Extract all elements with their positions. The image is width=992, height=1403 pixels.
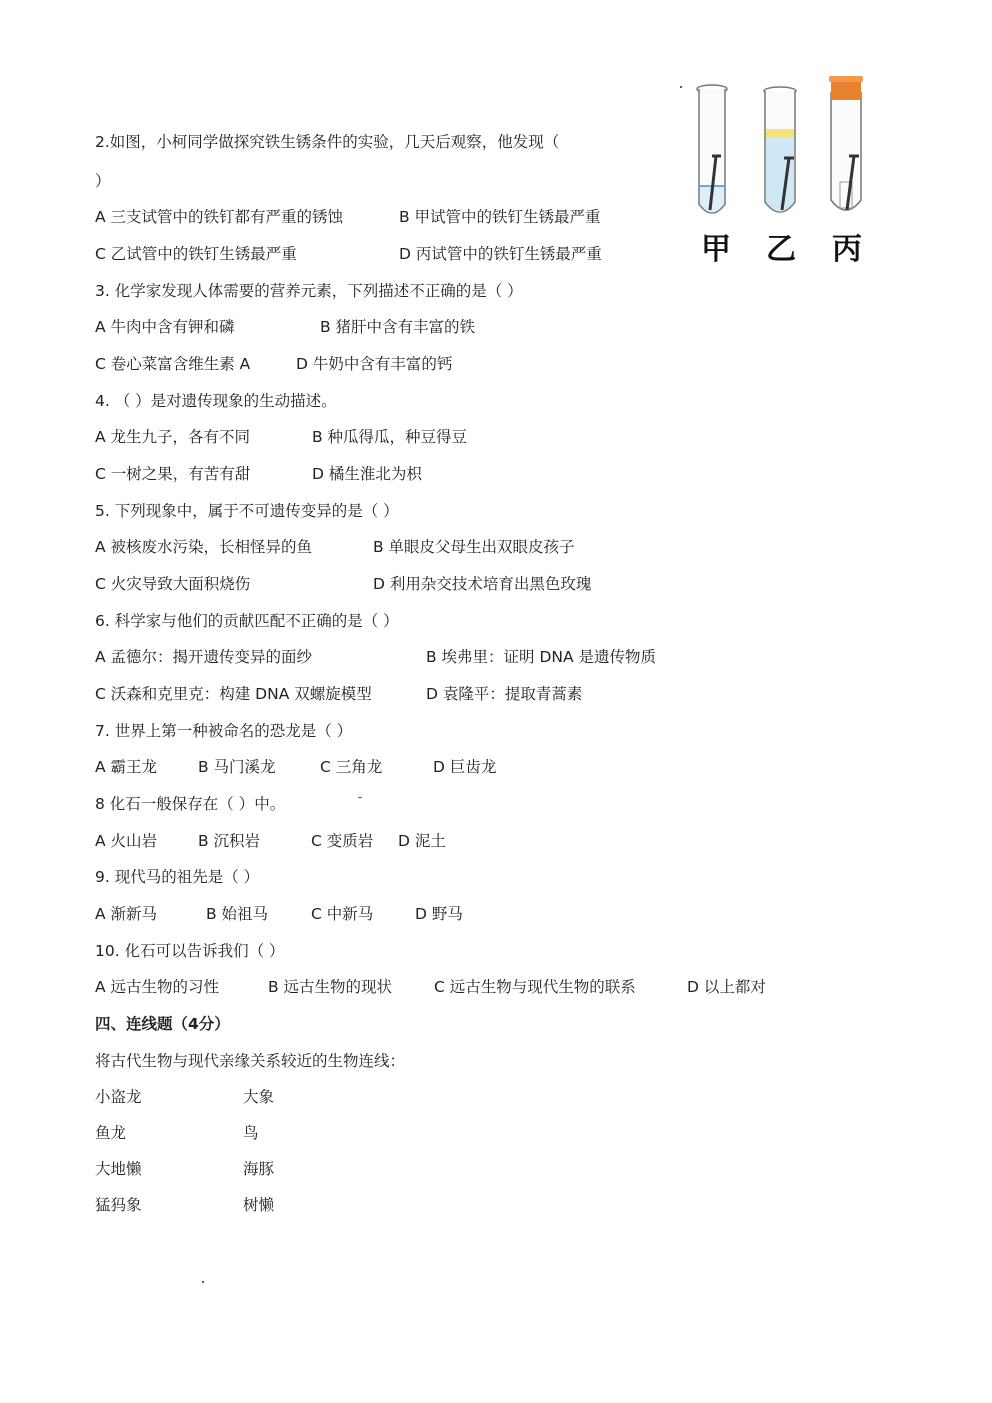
speck-mark [680, 86, 682, 88]
q2-option-c: C 乙试管中的铁钉生锈最严重 [95, 245, 297, 263]
q8-option-d: D 泥土 [398, 832, 446, 850]
q8-option-a: A 火山岩 [95, 832, 158, 850]
q9-stem: 9. 现代马的祖先是（ ） [95, 868, 260, 886]
q8-option-b: B 沉积岩 [198, 832, 261, 850]
match-right-item: 鸟 [243, 1124, 259, 1142]
q9-option-b: B 始祖马 [206, 905, 269, 923]
q9-option-c: C 中新马 [311, 905, 374, 923]
q6-option-d: D 袁隆平：提取青蒿素 [426, 685, 583, 703]
speck-mark [358, 797, 362, 798]
q10-option-c: C 远古生物与现代生物的联系 [434, 978, 636, 996]
q3-stem: 3. 化学家发现人体需要的营养元素，下列描述不正确的是（ ） [95, 282, 523, 300]
tube-label-bing: 丙 [832, 232, 862, 267]
q6-option-c: C 沃森和克里克：构建 DNA 双螺旋模型 [95, 685, 372, 703]
q8-stem: 8 化石一般保存在（ ）中。 [95, 795, 286, 813]
tube-jia [697, 85, 727, 213]
q5-stem: 5. 下列现象中，属于不可遗传变异的是（ ） [95, 502, 399, 520]
speck-mark [202, 1281, 204, 1283]
q9-option-d: D 野马 [415, 905, 463, 923]
q2-option-a: A 三支试管中的铁钉都有严重的锈蚀 [95, 208, 344, 226]
tube-bing [829, 76, 863, 210]
match-left-item: 鱼龙 [95, 1124, 127, 1142]
q3-option-c: C 卷心菜富含维生素 A [95, 355, 251, 373]
q7-option-b: B 马门溪龙 [198, 758, 276, 776]
match-left-item: 大地懒 [95, 1160, 142, 1178]
q7-option-c: C 三角龙 [320, 758, 383, 776]
match-right-item: 大象 [243, 1088, 275, 1106]
tube-label-jia: 甲 [701, 232, 731, 267]
oil-layer [766, 129, 794, 138]
q7-option-d: D 巨齿龙 [433, 758, 497, 776]
tube-label-yi: 乙 [766, 232, 796, 267]
q8-option-c: C 变质岩 [311, 832, 374, 850]
section-4-instruction: 将古代生物与现代亲缘关系较近的生物连线： [95, 1052, 406, 1070]
section-4-title: 四、连线题（4分） [95, 1015, 230, 1033]
q2-stem-end: ） [95, 172, 111, 190]
q5-option-b: B 单眼皮父母生出双眼皮孩子 [373, 538, 575, 556]
q2-stem: 2.如图，小柯同学做探究铁生锈条件的实验，几天后观察，他发现（ [95, 133, 560, 151]
q6-option-a: A 孟德尔：揭开遗传变异的面纱 [95, 648, 313, 666]
match-right-item: 海豚 [243, 1160, 275, 1178]
q4-option-d: D 橘生淮北为枳 [312, 465, 422, 483]
q5-option-d: D 利用杂交技术培育出黑色玫瑰 [373, 575, 592, 593]
q9-option-a: A 渐新马 [95, 905, 158, 923]
q4-option-b: B 种瓜得瓜，种豆得豆 [312, 428, 468, 446]
q4-option-c: C 一树之果，有苦有甜 [95, 465, 251, 483]
q3-option-b: B 猪肝中含有丰富的铁 [320, 318, 476, 336]
match-left-item: 猛犸象 [95, 1196, 142, 1214]
q3-option-a: A 牛肉中含有钾和磷 [95, 318, 235, 336]
q10-stem: 10. 化石可以告诉我们（ ） [95, 942, 285, 960]
match-left-item: 小盗龙 [95, 1088, 142, 1106]
q6-option-b: B 埃弗里：证明 DNA 是遗传物质 [426, 648, 657, 666]
tube-yi [764, 87, 796, 212]
q4-stem: 4. （ ）是对遗传现象的生动描述。 [95, 392, 337, 410]
q3-option-d: D 牛奶中含有丰富的钙 [296, 355, 453, 373]
q7-option-a: A 霸王龙 [95, 758, 158, 776]
q4-option-a: A 龙生九子，各有不同 [95, 428, 251, 446]
q10-option-a: A 远古生物的习性 [95, 978, 220, 996]
q10-option-d: D 以上都对 [687, 978, 766, 996]
water-fill [766, 132, 794, 212]
q10-option-b: B 远古生物的现状 [268, 978, 393, 996]
q2-option-b: B 甲试管中的铁钉生锈最严重 [399, 208, 601, 226]
match-right-item: 树懒 [243, 1196, 275, 1214]
q2-option-d: D 丙试管中的铁钉生锈最严重 [399, 245, 602, 263]
q6-stem: 6. 科学家与他们的贡献匹配不正确的是（ ） [95, 612, 399, 630]
q5-option-c: C 火灾导致大面积烧伤 [95, 575, 251, 593]
q7-stem: 7. 世界上第一种被命名的恐龙是（ ） [95, 722, 353, 740]
q5-option-a: A 被核废水污染，长相怪异的鱼 [95, 538, 313, 556]
